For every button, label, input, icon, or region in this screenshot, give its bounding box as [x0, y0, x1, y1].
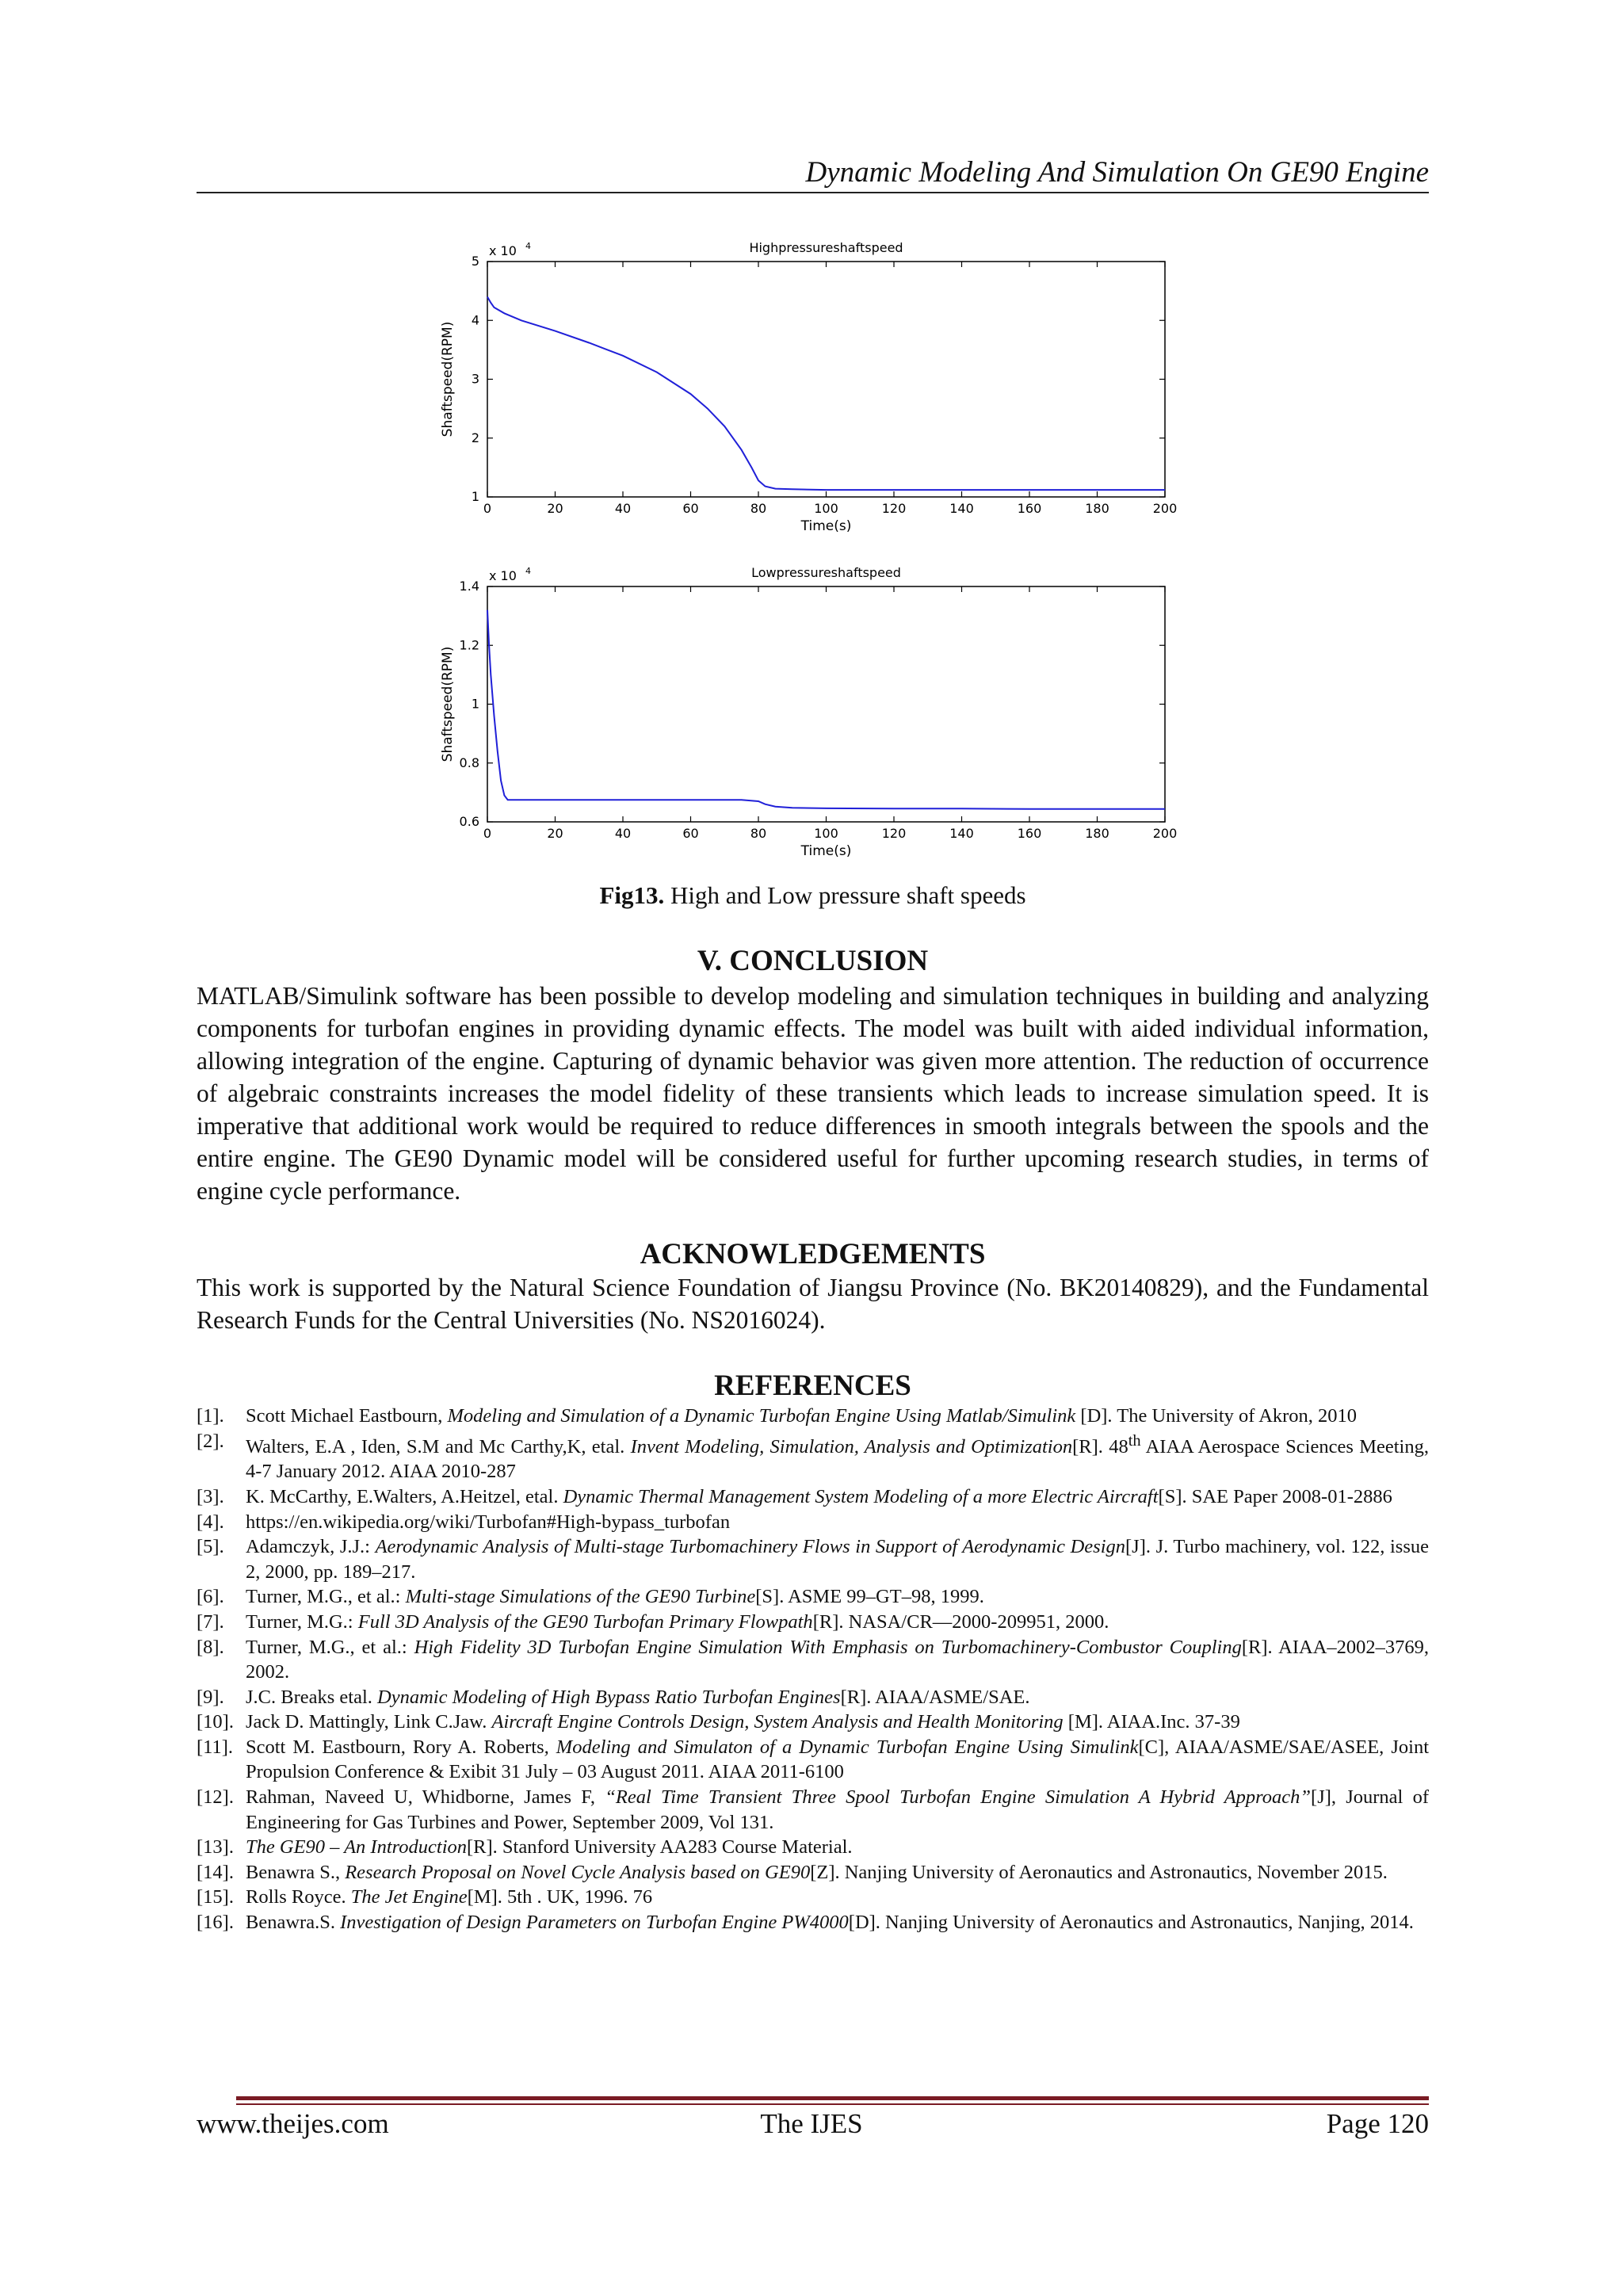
- reference-number: [1].: [197, 1405, 224, 1427]
- lp-y-tick-label: 0.6: [459, 814, 479, 829]
- reference-text: Rahman, Naveed U, Whidborne, James F, “Real Time Transient Three Spool Turbofan Engine Simulation A Hybrid Approach”[J], Journal of Engineering for Gas Turbines and Power, September 2009, Vol 131.: [246, 1786, 1429, 1833]
- reference-text: Jack D. Mattingly, Link C.Jaw. Aircraft Engine Controls Design, System Analysis and Health Monitoring [M]. AIAA.Inc. 37-39: [246, 1711, 1240, 1733]
- lp-y-tick-label: 1.2: [459, 637, 479, 653]
- lp-y-multiplier-exp: 4: [525, 566, 531, 576]
- reference-item: [197, 1635, 1429, 1685]
- lp-x-tick-label: 140: [949, 826, 974, 841]
- hp-x-tick-label: 40: [614, 501, 632, 516]
- lp-y-tick-label: 1: [471, 696, 479, 712]
- acknowledgements-heading: ACKNOWLEDGEMENTS: [640, 1238, 986, 1270]
- reference-number: [9].: [197, 1686, 224, 1708]
- lp-x-tick-label: 0: [483, 826, 492, 841]
- lp-plot-area: [487, 586, 1165, 822]
- reference-item: [197, 1584, 1429, 1610]
- hp-y-axis-label: Shaftspeed(RPM): [440, 321, 456, 437]
- hp-y-multiplier: x 10: [489, 243, 517, 258]
- reference-number: [15].: [197, 1886, 234, 1908]
- reference-text: Scott M. Eastbourn, Rory A. Roberts, Modeling and Simulaton of a Dynamic Turbofan Engine Using Simulink[C], AIAA/ASME/SAE/ASEE, Joint Propulsion Conference & Exibit 31 July – 03 August 2011. AIAA 2011-6100: [246, 1736, 1430, 1783]
- lp-shaft-speed-chart: [428, 555, 1205, 872]
- reference-item: [197, 1534, 1429, 1584]
- reference-text: Rolls Royce. The Jet Engine[M]. 5th . UK, 1996. 76: [246, 1886, 653, 1908]
- figure-caption: [197, 881, 1429, 910]
- lp-y-tick-label: 0.8: [459, 755, 479, 770]
- hp-x-tick-label: 180: [1085, 501, 1109, 516]
- hp-x-tick-label: 120: [881, 501, 907, 516]
- reference-number: [13].: [197, 1836, 234, 1859]
- lp-y-tick-label: 1.4: [459, 579, 479, 594]
- hp-y-tick-label: 1: [471, 489, 479, 504]
- reference-text: Benawra S., Research Proposal on Novel Cycle Analysis based on GE90[Z]. Nanjing University of Aeronautics and Astronautics, November 2015.: [246, 1861, 1388, 1883]
- reference-text: Scott Michael Eastbourn, Modeling and Simulation of a Dynamic Turbofan Engine Using Matlab/Simulink [D]. The University of Akron, 2010: [246, 1405, 1358, 1427]
- header-rule: [197, 192, 1429, 193]
- reference-number: [3].: [197, 1485, 224, 1507]
- reference-item: [197, 1785, 1429, 1835]
- reference-item: [197, 1484, 1429, 1510]
- reference-number: [16].: [197, 1912, 234, 1934]
- reference-number: [8].: [197, 1636, 224, 1658]
- conclusion-text: MATLAB/Simulink software has been possible to develop modeling and simulation techniques in building and analyzing components for turbofan engines in providing dynamic effects. The model was built with aided individual information, allowing integration of the engine. Capturing of dynamic behavior was given more attention. The reduction of occurrence of algebraic constraints increases the model fidelity of these transients which leads to increase simulation speed. It is imperative that additional work would be required to reduce differences in smooth integrals between the spools and the entire engine. The GE90 Dynamic model will be considered useful for further upcoming research studies, in terms of engine cycle performance.: [197, 982, 1429, 1205]
- acknowledgements-text: This work is supported by the Natural Science Foundation of Jiangsu Province (No. BK20140829), and the Fundamental Research Funds for the Central Universities (No. NS2016024).: [197, 1274, 1429, 1334]
- hp-y-multiplier-exp: 4: [525, 241, 531, 251]
- reference-text: Turner, M.G., et al.: Multi-stage Simulations of the GE90 Turbine[S]. ASME 99–GT–98, 1999.: [246, 1586, 984, 1608]
- reference-item: [197, 1510, 1429, 1535]
- reference-number: [11].: [197, 1736, 234, 1758]
- lp-y-multiplier: x 10: [489, 568, 517, 583]
- hp-y-tick-label: 4: [471, 312, 479, 328]
- reference-number: [7].: [197, 1610, 224, 1633]
- hp-shaft-speed-chart: [428, 230, 1205, 547]
- reference-number: [14].: [197, 1861, 234, 1883]
- hp-x-tick-label: 80: [750, 501, 767, 516]
- hp-x-axis-label: Time(s): [800, 518, 852, 534]
- hp-y-tick-label: 5: [471, 254, 479, 269]
- reference-text: J.C. Breaks etal. Dynamic Modeling of High Bypass Ratio Turbofan Engines[R]. AIAA/ASME/SAE.: [246, 1686, 1030, 1708]
- footer-rule-thick: [236, 2096, 1429, 2100]
- reference-number: [5].: [197, 1536, 224, 1558]
- lp-x-tick-label: 40: [614, 826, 632, 841]
- reference-item: [197, 1735, 1429, 1785]
- lp-x-tick-label: 100: [814, 826, 838, 841]
- hp-x-tick-label: 20: [547, 501, 563, 516]
- reference-item: [197, 1429, 1429, 1484]
- hp-chart-title: Highpressureshaftspeed: [749, 240, 903, 255]
- reference-number: [12].: [197, 1786, 234, 1809]
- reference-number: [6].: [197, 1586, 224, 1608]
- references-list: [197, 1404, 1429, 1935]
- reference-item: [197, 1710, 1429, 1735]
- lp-x-tick-label: 160: [1017, 826, 1042, 841]
- footer-rule-thin: [236, 2103, 1429, 2105]
- reference-item: [197, 1685, 1429, 1710]
- lp-x-tick-label: 180: [1085, 826, 1109, 841]
- reference-item: [197, 1404, 1429, 1429]
- hp-y-tick-label: 2: [471, 430, 479, 445]
- lp-chart-svg: [428, 555, 1205, 872]
- lp-x-tick-label: 20: [547, 826, 563, 841]
- hp-x-tick-label: 140: [949, 501, 974, 516]
- footer-page-number: Page 120: [1326, 2108, 1429, 2139]
- hp-x-tick-label: 200: [1152, 501, 1178, 516]
- reference-text: K. McCarthy, E.Walters, A.Heitzel, etal. Dynamic Thermal Management System Modeling of a more Electric Aircraft[S]. SAE Paper 2008-01-2886: [246, 1485, 1392, 1507]
- reference-text: https://en.wikipedia.org/wiki/Turbofan#High-bypass_turbofan: [246, 1511, 731, 1533]
- lp-x-tick-label: 200: [1152, 826, 1178, 841]
- footer-website: www.theijes.com: [197, 2108, 389, 2139]
- lp-x-tick-label: 120: [881, 826, 907, 841]
- reference-number: [10].: [197, 1711, 234, 1733]
- hp-x-tick-label: 60: [682, 501, 699, 516]
- reference-text: Turner, M.G., et al.: High Fidelity 3D Turbofan Engine Simulation With Emphasis on Turbomachinery-Combustor Coupling[R]. AIAA–2002–3769, 2002.: [246, 1636, 1430, 1683]
- reference-item: [197, 1835, 1429, 1860]
- reference-text: Walters, E.A , Iden, S.M and Mc Carthy,K, etal. Invent Modeling, Simulation, Analysis and Optimization[R]. 48th AIAA Aerospace Sciences Meeting, 4-7 January 2012. AIAA 2010-287: [246, 1431, 1429, 1483]
- reference-number: [4].: [197, 1511, 224, 1533]
- lp-x-tick-label: 80: [750, 826, 767, 841]
- figure-caption-text: High and Low pressure shaft speeds: [664, 881, 1026, 909]
- lp-x-axis-label: Time(s): [800, 843, 852, 859]
- reference-item: [197, 1610, 1429, 1635]
- hp-x-tick-label: 100: [814, 501, 838, 516]
- hp-chart-svg: [428, 230, 1205, 547]
- hp-x-tick-label: 0: [483, 501, 492, 516]
- reference-text: Adamczyk, J.J.: Aerodynamic Analysis of Multi-stage Turbomachinery Flows in Support of Aerodynamic Design[J]. J. Turbo machinery, vol. 122, issue 2, 2000, pp. 189–217.: [246, 1536, 1429, 1583]
- footer-journal: The IJES: [760, 2108, 863, 2139]
- lp-chart-title: Lowpressureshaftspeed: [751, 565, 901, 580]
- running-title: Dynamic Modeling And Simulation On GE90 Engine: [805, 156, 1429, 189]
- hp-plot-area: [487, 262, 1165, 497]
- hp-y-tick-label: 3: [471, 371, 479, 387]
- reference-text: Turner, M.G.: Full 3D Analysis of the GE90 Turbofan Primary Flowpath[R]. NASA/CR—2000-209951, 2000.: [246, 1610, 1109, 1633]
- reference-number: [2].: [197, 1430, 224, 1452]
- lp-y-axis-label: Shaftspeed(RPM): [440, 646, 456, 762]
- reference-item: [197, 1910, 1429, 1935]
- figure-caption-label: Fig13.: [599, 881, 665, 909]
- reference-text: Benawra.S. Investigation of Design Parameters on Turbofan Engine PW4000[D]. Nanjing University of Aeronautics and Astronautics, Nanjing, 2014.: [246, 1912, 1414, 1934]
- conclusion-heading: V. CONCLUSION: [697, 945, 929, 977]
- reference-item: [197, 1860, 1429, 1885]
- hp-x-tick-label: 160: [1017, 501, 1042, 516]
- reference-text: The GE90 – An Introduction[R]. Stanford University AA283 Course Material.: [246, 1836, 853, 1859]
- lp-x-tick-label: 60: [682, 826, 699, 841]
- references-heading: REFERENCES: [714, 1370, 911, 1402]
- reference-item: [197, 1885, 1429, 1910]
